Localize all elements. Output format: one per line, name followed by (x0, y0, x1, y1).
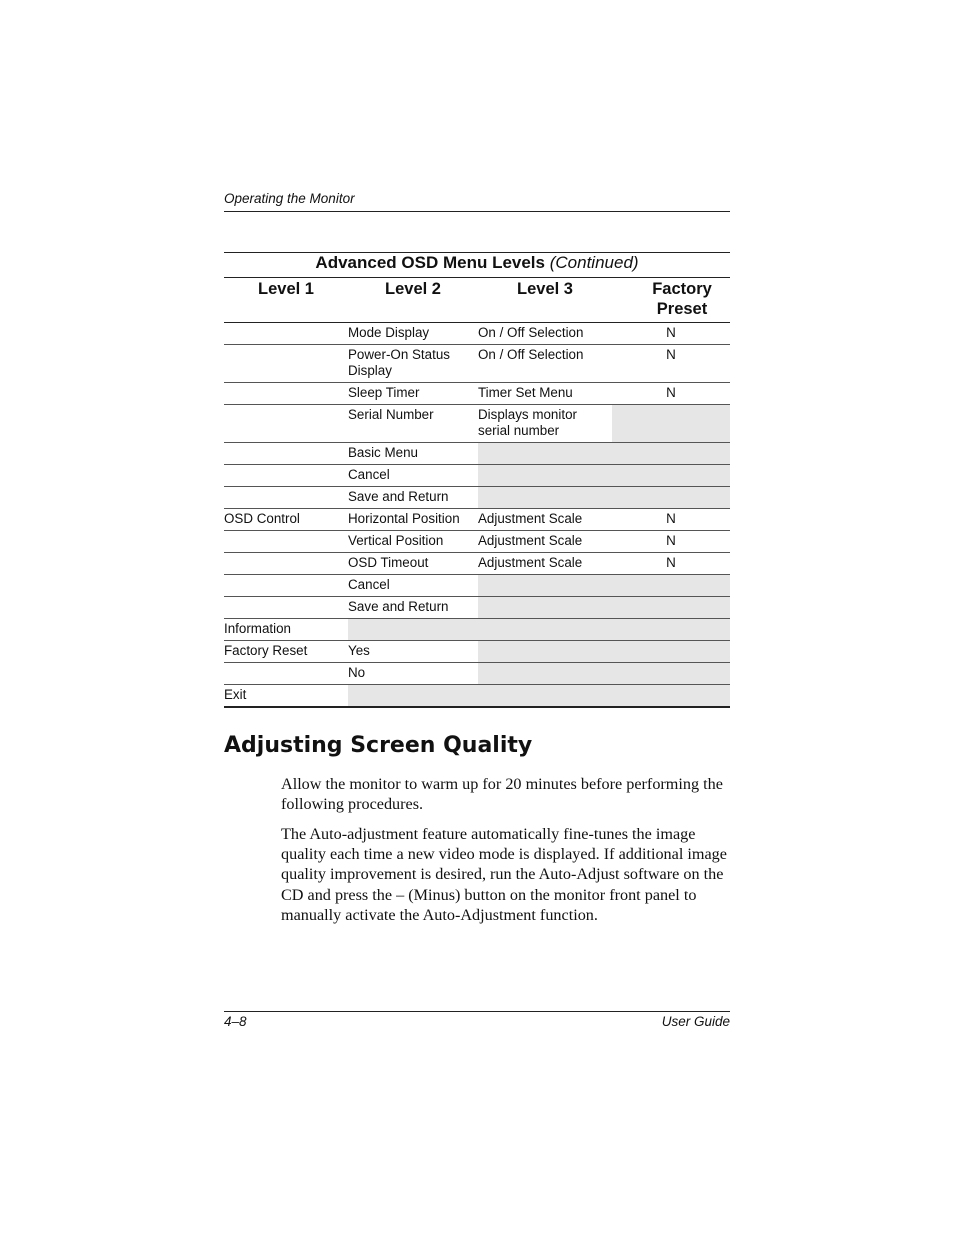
cell-level-2 (348, 685, 478, 708)
cell-level-3 (478, 465, 612, 487)
cell-factory-preset (612, 685, 730, 708)
table-title: Advanced OSD Menu Levels (315, 253, 545, 272)
cell-level-1: Factory Reset (224, 641, 348, 663)
cell-level-1 (224, 443, 348, 465)
cell-factory-preset (612, 487, 730, 509)
cell-factory-preset (612, 405, 730, 443)
footer-doc-title: User Guide (661, 1014, 730, 1029)
paragraph-warmup: Allow the monitor to warm up for 20 minutes before performing the following procedures. (281, 775, 723, 814)
cell-level-1 (224, 465, 348, 487)
cell-level-3: Displays monitor serial number (478, 405, 612, 443)
cell-level-2 (348, 619, 478, 641)
cell-factory-preset: N (612, 345, 730, 383)
cell-factory-preset: N (612, 383, 730, 405)
section-title: Adjusting Screen Quality (224, 733, 533, 758)
cell-level-2: Power-On Status Display (348, 345, 478, 383)
osd-menu-table (224, 252, 730, 708)
cell-level-1: OSD Control (224, 509, 348, 531)
cell-level-1 (224, 553, 348, 575)
cell-level-1 (224, 345, 348, 383)
cell-level-1 (224, 597, 348, 619)
cell-level-1 (224, 383, 348, 405)
cell-factory-preset (612, 443, 730, 465)
cell-level-1 (224, 487, 348, 509)
cell-level-3 (478, 685, 612, 708)
cell-factory-preset (612, 663, 730, 685)
cell-factory-preset (612, 619, 730, 641)
table-row (224, 443, 730, 465)
table-row (224, 685, 730, 708)
header-factory-preset (612, 278, 730, 323)
table-row (224, 345, 730, 383)
cell-level-3 (478, 597, 612, 619)
table-row (224, 641, 730, 663)
cell-level-1 (224, 531, 348, 553)
cell-level-2: OSD Timeout (348, 553, 478, 575)
cell-level-3 (478, 663, 612, 685)
cell-factory-preset (612, 597, 730, 619)
cell-factory-preset: N (612, 323, 730, 345)
cell-level-2: Horizontal Position (348, 509, 478, 531)
table-row (224, 405, 730, 443)
cell-factory-preset (612, 641, 730, 663)
table-title-suffix: (Continued) (549, 253, 639, 272)
header-level-3: Level 3 (478, 278, 612, 323)
table-row (224, 597, 730, 619)
table-row (224, 323, 730, 345)
table-row (224, 509, 730, 531)
table-row (224, 553, 730, 575)
table-row (224, 663, 730, 685)
table-header-row (224, 278, 730, 323)
cell-level-1 (224, 323, 348, 345)
cell-level-2: Sleep Timer (348, 383, 478, 405)
header-rule (224, 211, 730, 212)
footer-rule (224, 1011, 730, 1012)
cell-factory-preset: N (612, 553, 730, 575)
cell-level-2: Yes (348, 641, 478, 663)
cell-level-3 (478, 443, 612, 465)
cell-level-2: Mode Display (348, 323, 478, 345)
cell-level-2: Cancel (348, 575, 478, 597)
cell-level-2: Cancel (348, 465, 478, 487)
header-level-1: Level 1 (224, 278, 348, 323)
cell-level-1 (224, 405, 348, 443)
table-body (224, 323, 730, 708)
cell-level-3: Adjustment Scale (478, 553, 612, 575)
table-row (224, 575, 730, 597)
page-number: 4–8 (224, 1014, 247, 1029)
cell-level-1: Information (224, 619, 348, 641)
cell-level-2: No (348, 663, 478, 685)
table-row (224, 465, 730, 487)
table-row (224, 383, 730, 405)
cell-level-2: Vertical Position (348, 531, 478, 553)
cell-level-2: Serial Number (348, 405, 478, 443)
cell-level-3: Timer Set Menu (478, 383, 612, 405)
cell-level-2: Save and Return (348, 597, 478, 619)
cell-level-2: Save and Return (348, 487, 478, 509)
cell-level-3 (478, 575, 612, 597)
cell-level-3: Adjustment Scale (478, 509, 612, 531)
header-factory-preset-label: Factory Preset (652, 280, 712, 318)
cell-level-3 (478, 619, 612, 641)
cell-level-3 (478, 487, 612, 509)
cell-factory-preset: N (612, 509, 730, 531)
cell-factory-preset: N (612, 531, 730, 553)
cell-level-1: Exit (224, 685, 348, 708)
header-level-2: Level 2 (348, 278, 478, 323)
cell-factory-preset (612, 575, 730, 597)
table-row (224, 487, 730, 509)
paragraph-auto-adjust: The Auto-adjustment feature automatically fine-tunes the image quality each time a new video mode is displayed. If additional image quality improvement is desired, run the Auto-Adjust software on the CD and press the – (Minus) button on the monitor front panel to manually activate the Auto-Adjustment function. (281, 825, 727, 924)
cell-level-3 (478, 641, 612, 663)
cell-level-3: On / Off Selection (478, 323, 612, 345)
table-caption (224, 252, 730, 278)
cell-factory-preset (612, 465, 730, 487)
cell-level-1 (224, 575, 348, 597)
table-row (224, 531, 730, 553)
cell-level-3: Adjustment Scale (478, 531, 612, 553)
cell-level-3: On / Off Selection (478, 345, 612, 383)
table-row (224, 619, 730, 641)
cell-level-2: Basic Menu (348, 443, 478, 465)
cell-level-1 (224, 663, 348, 685)
running-head: Operating the Monitor (224, 191, 355, 206)
